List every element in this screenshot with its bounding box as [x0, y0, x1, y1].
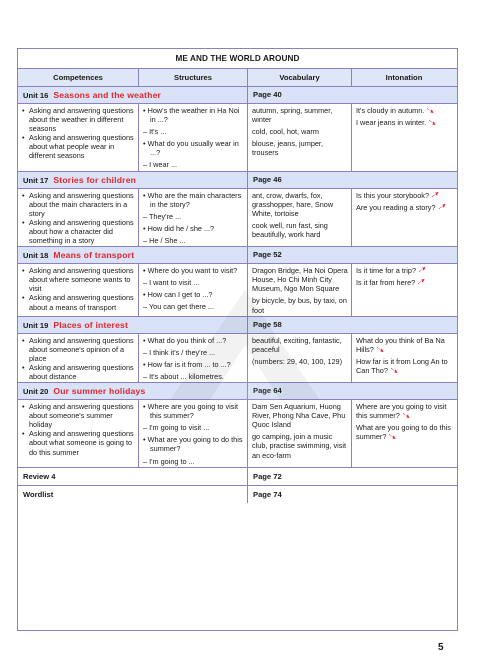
intonation-text: Is it far from here? [356, 278, 416, 288]
intonation-line [356, 118, 453, 127]
vocabulary-cell [248, 189, 352, 247]
vocabulary-cell [248, 104, 352, 171]
structure-line: – He / She ... [143, 235, 186, 245]
intonation-text: It's cloudy in autumn. [356, 106, 425, 115]
intonation-line [356, 278, 453, 287]
unit-number: Unit 20 [23, 387, 49, 397]
wordlist-page: Page 74 [253, 489, 282, 499]
unit-title: Means of transport [53, 250, 135, 261]
intonation-line [356, 191, 453, 200]
unit-title: Seasons and the weather [53, 90, 162, 100]
unit-header [18, 172, 457, 189]
unit-number: Unit 19 [23, 320, 49, 330]
intonation-text: Are you reading a story? [356, 202, 436, 212]
intonation-cell [352, 334, 456, 382]
unit-number: Unit 16 [23, 91, 49, 100]
arrow-up-right-icon [417, 278, 426, 286]
structure-line: – I think it's / they're ... [143, 347, 216, 357]
units-container [18, 87, 457, 468]
vocabulary-line: go camping, join a music club, practise swimming, visit an eco-farm [252, 432, 347, 460]
competence-text: Asking and answering questions about the weather in different seasons [29, 106, 134, 134]
intonation-line [356, 423, 453, 441]
vocabulary-line: autumn, spring, summer, winter [252, 106, 333, 125]
intonation-text: Where are you going to visit this summer? [356, 402, 447, 421]
intonation-text: How far is it from Long An to Can Tho? [356, 356, 448, 375]
vocabulary-line: Dragon Bridge, Ha Noi Opera House, Ho Chi Minh City Museum, Ngo Mon Square [252, 266, 348, 294]
wordlist-row [18, 486, 457, 503]
header-competences: Competences [18, 69, 139, 86]
unit-content-row [18, 189, 457, 248]
header-structures: Structures [139, 69, 248, 86]
competence-text: Asking and answering questions about how a character did something in a story [29, 217, 134, 246]
unit-number: Unit 18 [23, 251, 49, 261]
competence-text: Asking and answering questions about where someone wants to visit [29, 266, 134, 294]
review-page: Page 72 [253, 471, 282, 481]
unit-page: Page 58 [253, 319, 282, 329]
competence-text: Asking and answering questions about distance [29, 362, 134, 381]
unit-page: Page 46 [253, 174, 282, 184]
structures-cell [139, 334, 248, 382]
arrow-down-right-icon [376, 345, 385, 353]
structures-cell [139, 264, 248, 315]
column-headers [18, 69, 457, 87]
intonation-text: What do you think of Ba Na Hills? [356, 335, 445, 354]
structure-line: • Where are you going to visit this summer? [143, 402, 239, 421]
structures-cell [139, 189, 248, 247]
structures-cell [139, 400, 248, 467]
intonation-cell [352, 189, 456, 247]
unit-number: Unit 17 [23, 175, 49, 185]
unit-label [18, 87, 248, 103]
structure-line: – I'm going to visit ... [143, 423, 210, 433]
structure-line: • What do you usually wear in ...? [143, 139, 239, 158]
unit-header [18, 247, 457, 264]
unit-title: Our summer holidays [53, 386, 146, 397]
structure-line: – They're ... [143, 211, 182, 221]
competence-item [22, 266, 135, 293]
vocabulary-line: (numbers: 29, 40, 100, 129) [252, 356, 343, 366]
unit-content-row [18, 264, 457, 316]
unit-label [18, 317, 248, 333]
structure-line: • Who are the main characters in the story? [143, 190, 242, 209]
vocabulary-line: beautiful, exciting, fantastic, peaceful [252, 335, 342, 354]
competence-item [22, 133, 135, 160]
review-label: Review 4 [18, 468, 248, 485]
unit-header [18, 383, 457, 400]
structure-line: • How's the weather in Ha Noi in ...? [143, 106, 240, 125]
arrow-down-right-icon [390, 366, 399, 374]
arrow-down-right-icon [428, 118, 437, 126]
structure-line: • What are you going to do this summer? [143, 435, 243, 454]
competence-item [22, 429, 135, 456]
unit-title: Stories for children [53, 174, 137, 185]
intonation-text: What are you going to do this summer? [356, 423, 451, 442]
vocabulary-line: ant, crow, dwarfs, fox, grasshopper, hare, Snow White, tortoise [252, 190, 334, 218]
competence-text: Asking and answering questions about someone's summer holiday [29, 402, 134, 430]
page-number: 5 [438, 642, 444, 653]
competence-item [22, 293, 135, 311]
table-title: ME AND THE WORLD AROUND [18, 49, 457, 69]
competences-cell [18, 334, 139, 382]
unit-page: Page 64 [253, 386, 282, 396]
header-intonation: Intonation [385, 73, 423, 82]
intonation-line [356, 336, 453, 354]
unit-label [18, 172, 248, 188]
vocabulary-cell [248, 400, 352, 467]
unit-title: Places of interest [53, 319, 129, 330]
unit-page: Page 52 [253, 250, 282, 260]
intonation-text: Is it time for a trip? [356, 266, 417, 276]
competence-item [22, 106, 135, 133]
vocabulary-line: Dam Sen Aquarium, Huong River, Phong Nha Cave, Phu Quoc Island [252, 402, 346, 430]
intonation-text: Is this your storybook? [356, 190, 430, 200]
arrow-up-right-icon [418, 266, 427, 274]
structure-line: – I'm going to ... [143, 456, 195, 466]
intonation-cell [352, 104, 456, 171]
structure-line: – I wear ... [143, 160, 178, 170]
competences-cell [18, 400, 139, 467]
competence-text: Asking and answering questions about someone's opinion of a place [29, 335, 134, 363]
intonation-cell [352, 264, 456, 315]
structure-line: • How did he / she ...? [143, 223, 215, 233]
structure-line: – I want to visit ... [143, 278, 200, 288]
unit-content-row [18, 104, 457, 172]
intonation-line [356, 203, 453, 212]
intonation-text: I wear jeans in winter. [356, 118, 427, 128]
vocabulary-line: cold, cool, hot, warm [252, 127, 319, 137]
competence-text: Asking and answering questions about a means of transport [29, 293, 134, 312]
vocabulary-line: cook well, run fast, sing beautifully, work hard [252, 220, 328, 239]
arrow-up-right-icon [431, 191, 440, 199]
unit-header [18, 317, 457, 334]
structure-line: • How can I get to ...? [143, 290, 213, 300]
competence-text: Asking and answering questions about what someone is going to do this summer [29, 429, 134, 457]
vocabulary-cell [248, 334, 352, 382]
unit-label [18, 383, 248, 399]
unit-content-row [18, 400, 457, 468]
syllabus-table [17, 48, 458, 631]
structure-line: – It's about ... kilometres. [143, 371, 224, 381]
unit-label [18, 247, 248, 263]
vocabulary-cell [248, 264, 352, 315]
arrow-down-right-icon [402, 411, 411, 419]
intonation-cell [352, 400, 456, 467]
review-row [18, 468, 457, 486]
competences-cell [18, 264, 139, 315]
competence-text: Asking and answering questions about the main characters in a story [29, 190, 134, 218]
intonation-line [356, 266, 453, 275]
intonation-line [356, 106, 453, 115]
arrow-up-right-icon [438, 203, 447, 211]
competence-item [22, 191, 135, 218]
competence-item [22, 336, 135, 363]
unit-page: Page 40 [253, 90, 282, 99]
competences-cell [18, 104, 139, 171]
intonation-line [356, 402, 453, 420]
unit-content-row [18, 334, 457, 383]
competences-cell [18, 189, 139, 247]
arrow-down-right-icon [426, 106, 435, 114]
competence-text: Asking and answering questions about what people wear in different seasons [29, 133, 134, 161]
vocabulary-line: by bicycle, by bus, by taxi, on foot [252, 296, 347, 315]
structure-line: • Where do you want to visit? [143, 266, 238, 276]
intonation-line [356, 357, 453, 375]
structure-line: – It's ... [143, 127, 167, 137]
unit-header [18, 87, 457, 104]
arrow-down-right-icon [388, 432, 397, 440]
competence-item [22, 218, 135, 245]
competence-item [22, 363, 135, 381]
vocabulary-line: blouse, jeans, jumper, trousers [252, 139, 323, 158]
structure-line: – You can get there ... [143, 302, 214, 312]
header-vocabulary: Vocabulary [248, 69, 352, 86]
structures-cell [139, 104, 248, 171]
competence-item [22, 402, 135, 429]
structure-line: • What do you think of ...? [143, 335, 227, 345]
structure-line: • How far is it from ... to ...? [143, 359, 231, 369]
wordlist-label: Wordlist [18, 486, 248, 503]
